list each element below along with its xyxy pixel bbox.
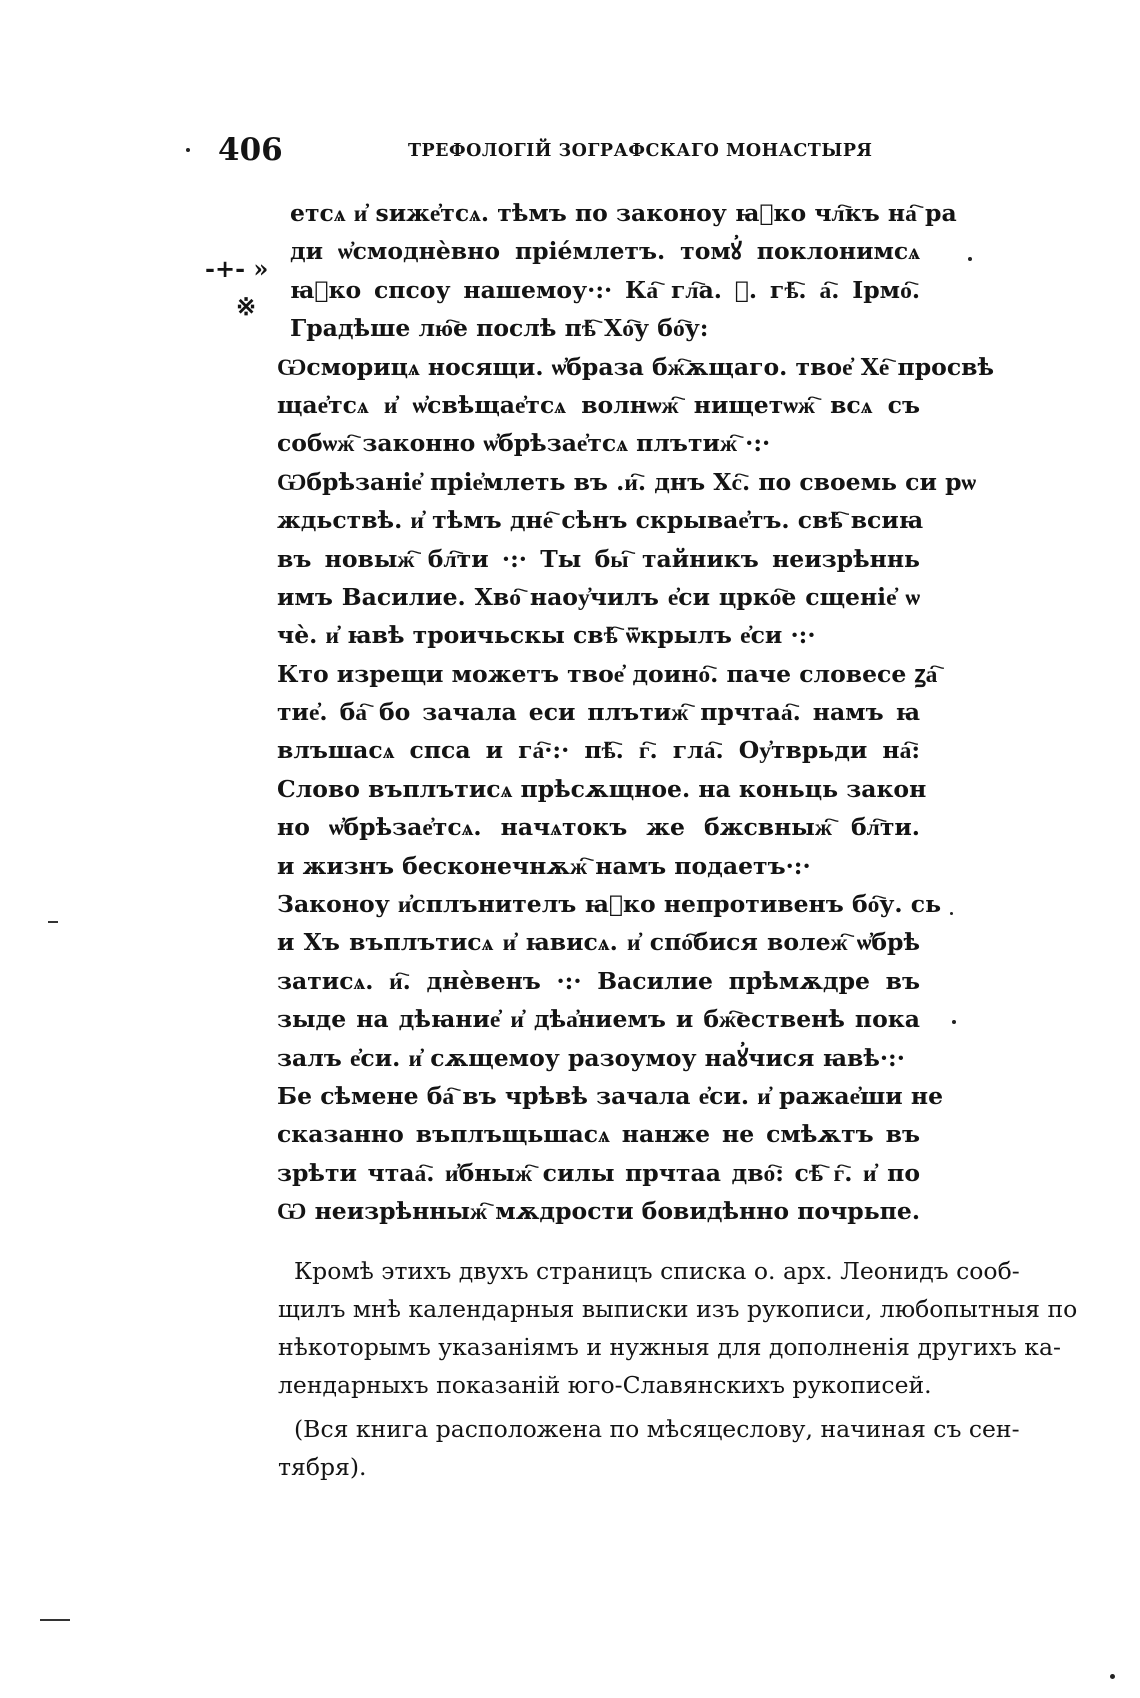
slavonic-line: Градѣше лю҇е послѣ пѣ҇ Хо҇у бо҇у: xyxy=(290,314,709,343)
commentary-line: нѣкоторымъ указанiямъ и нужныя для дополненiя другихъ ка- xyxy=(278,1333,1061,1361)
slavonic-line: Бе сѣмене ба҇ въ чрѣвѣ зачала е҆си. и҆ ражае҆ши не xyxy=(277,1081,944,1110)
slavonic-line: зрѣти чтаа҇. и҆бныж҇ силы прчтаа дво҇: сѣ҇ г҇. и҆ по xyxy=(277,1158,920,1187)
print-speck xyxy=(968,257,972,261)
slavonic-line: и Хъ въплътисѧ и҆ ꙗвисѧ. и҆ спо҇бися волеж҇ ѡ҆брѣ xyxy=(277,928,920,957)
commentary-line: лендарныхъ показанiй юго-Славянскихъ рукописей. xyxy=(278,1371,932,1399)
slavonic-line: Кто изрещи можетъ твое҆ доино҇. паче словесе ꙁа҇ xyxy=(277,659,938,688)
running-title: ТРЕФОЛОГIЙ ЗОГРАФСКАГО МОНАСТЫРЯ xyxy=(408,141,873,161)
slavonic-line: залъ е҆си. и҆ сѫщемоу разоумоу наꙋ҆чися ꙗвѣ·:· xyxy=(277,1043,905,1072)
print-speck xyxy=(186,148,190,152)
slavonic-line: въ новыж҇ бл҇ти ·:· Ты бы҇ тайникъ неизрѣннь xyxy=(277,544,920,573)
slavonic-line: затисѧ. и҇. днѐвенъ ·:· Василие прѣмѫдре въ xyxy=(277,966,920,995)
slavonic-line: но ѡ҆брѣзае҆тсѧ. начѧтокъ же бжсвныж҇ бл҇ти. xyxy=(277,813,920,842)
slavonic-line: Слово въплътисѧ прѣсѫщное. на коньць закон xyxy=(277,774,927,803)
slavonic-line: сказанно въплъщьшасѧ нанже не смѣѫтъ въ xyxy=(277,1120,920,1149)
slavonic-line: Законоу и҆сплънителъ ꙗ҆ко непротивенъ бо҇у. сь xyxy=(277,890,942,919)
slavonic-line: ди ѡ҆смоднѐвно прiе́млетъ. томꙋ҆ поклонимсѧ xyxy=(290,237,920,266)
commentary-paragraph-1 xyxy=(278,1252,1078,1404)
slavonic-line: Ѡбрѣзанiе҆ прiе҆млеть въ .и҇. днъ Хс҇. по своемь си рѡ xyxy=(277,467,977,496)
slavonic-line: собѡж҇ законно ѡ҆брѣзае҆тсѧ плътиж҇ ·:· xyxy=(277,429,771,458)
page-header xyxy=(218,132,918,168)
commentary-line: щилъ мнѣ календарныя выписки изъ рукописи, любопытныя по xyxy=(278,1295,1078,1323)
slavonic-text-block xyxy=(277,194,995,1231)
slavonic-line: тие҆. ба҇ бо зачала еси плътиж҇ прчтаа҇. намъ ꙗ xyxy=(277,698,920,727)
commentary-line: (Вся книга расположена по мѣсяцеслову, начиная съ сен- xyxy=(294,1415,1020,1443)
page-number: 406 xyxy=(218,132,283,168)
slavonic-line: ждьствѣ. и҆ тѣмъ дне҇ сѣнъ скрывае҆тъ. свѣ҇ всиꙗ xyxy=(277,506,924,535)
print-speck xyxy=(1110,1674,1115,1679)
slavonic-line: щае҆тсѧ и҆ ѡ҆свѣщае҆тсѧ волнѡж҇ нищетѡж҇ всѧ съ xyxy=(277,390,920,419)
slavonic-line: влъшасѧ спса и га҇·:· пѣ҇. г҇. гла҇. Оу҆тврьди на҇: xyxy=(277,736,920,765)
slavonic-line: и жизнъ бесконечнѫж҇ намъ подаетъ·:· xyxy=(277,851,811,880)
margin-dash xyxy=(40,1619,70,1621)
print-speck xyxy=(952,1020,956,1024)
margin-asterisk-mark: ※ xyxy=(236,292,257,321)
slavonic-line: Ѡ неизрѣнныж҇ мѫдрости бовидѣнно почрьпе. xyxy=(277,1197,921,1226)
slavonic-line: ꙗ҆ко спсоу нашемоу·:· Ка҇ гл҇а. ☐. гѣ҇. а҇. Iрмо҇. xyxy=(290,275,920,304)
slavonic-line: зыде на дѣꙗние҆ и҆ дѣа҆ниемъ и бж҇ественѣ пока xyxy=(277,1005,920,1034)
slavonic-line: чѐ. и҆ ꙗвѣ троичьскы свѣ҇ ѿкрылъ е҆си ·:· xyxy=(277,621,816,650)
slavonic-line: имъ Василие. Хво҇ наоу҆чилъ е҆си црко҇е сщенiе҆ ѡ xyxy=(277,582,920,611)
print-speck xyxy=(950,912,953,915)
slavonic-line: Ѡсморицѧ носящи. ѡ҆браза бж҇ѫщаго. твое҆ Хе҇ просвѣ xyxy=(277,352,995,381)
margin-dash xyxy=(48,921,58,923)
margin-cross-mark: -+- » xyxy=(205,254,269,283)
commentary-line: Кромѣ этихъ двухъ страницъ списка о. арх. Леонидъ сооб- xyxy=(294,1257,1020,1285)
commentary-paragraph-2 xyxy=(278,1410,1018,1486)
slavonic-line: етсѧ и҆ ѕиже҆тсѧ. тѣмъ по законоу ꙗ҆ко чл҇къ на҇ ра xyxy=(290,199,957,227)
commentary-line: тября). xyxy=(278,1453,367,1481)
